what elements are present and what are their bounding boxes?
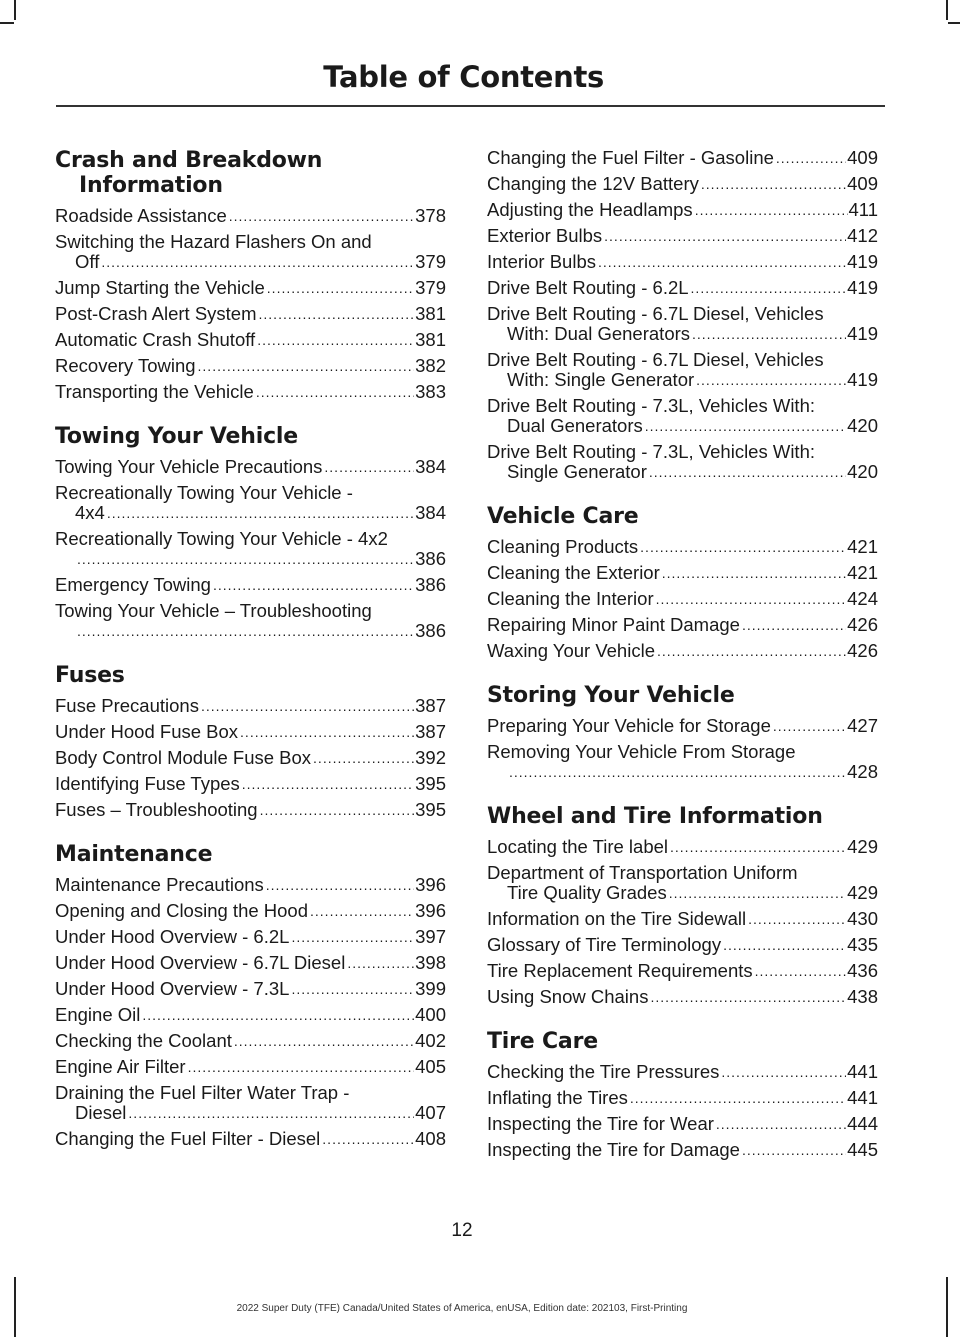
toc-entry[interactable]	[55, 356, 446, 376]
toc-entry-title: Roadside Assistance	[55, 205, 227, 226]
toc-entry-page: 429	[847, 882, 878, 903]
dot-leader	[259, 306, 415, 322]
toc-entry-title: Checking the Tire Pressures	[487, 1061, 720, 1082]
toc-entry-title: Exterior Bulbs	[487, 225, 603, 246]
toc-entry[interactable]	[487, 174, 878, 194]
toc-entry-page: 384	[415, 502, 446, 523]
toc-entry[interactable]	[487, 396, 878, 436]
toc-entry-title-continued: Single Generator	[507, 461, 647, 482]
dot-leader	[755, 963, 847, 979]
toc-entry-title: Drive Belt Routing - 7.3L, Vehicles With:	[487, 395, 816, 416]
toc-entry-title: Changing the Fuel Filter - Gasoline	[487, 147, 774, 168]
toc-section	[55, 148, 446, 402]
toc-entry[interactable]	[487, 350, 878, 390]
dot-leader	[662, 565, 846, 581]
toc-entry-title: Checking the Coolant	[55, 1030, 232, 1051]
toc-entry-page: 441	[847, 1087, 878, 1108]
dot-leader	[776, 150, 846, 166]
page-title: Table of Contents	[323, 60, 604, 94]
toc-entry[interactable]	[487, 863, 878, 903]
dot-leader	[313, 750, 414, 766]
toc-entry-title: Information on the Tire Sidewall	[487, 908, 747, 929]
toc-entry-title: Recreationally Towing Your Vehicle - 4x2	[55, 528, 388, 549]
toc-entry[interactable]	[55, 483, 446, 523]
toc-entry-page: 396	[415, 900, 446, 921]
dot-leader	[695, 202, 848, 218]
toc-entry-title: Opening and Closing the Hood	[55, 900, 309, 921]
toc-entry-page: 397	[415, 926, 446, 947]
toc-entry-page: 398	[415, 952, 446, 973]
toc-entry[interactable]	[487, 909, 878, 929]
dot-leader	[691, 280, 847, 296]
dot-leader	[322, 1131, 414, 1147]
toc-entry[interactable]	[487, 226, 878, 246]
dot-leader	[630, 1090, 846, 1106]
dot-leader	[256, 384, 414, 400]
toc-entry[interactable]	[55, 1005, 446, 1025]
toc-entry[interactable]	[487, 1114, 878, 1134]
toc-entry-title-continued: With: Single Generator	[507, 369, 695, 390]
toc-entry-title: Fuse Precautions	[55, 695, 199, 716]
toc-entry-title-continued: Diesel	[75, 1102, 127, 1123]
dot-leader	[598, 254, 846, 270]
toc-section	[487, 1029, 878, 1160]
toc-entry[interactable]	[55, 278, 446, 298]
toc-entry-title: Cleaning Products	[487, 536, 639, 557]
toc-entry[interactable]	[487, 278, 878, 298]
toc-entry-page: 399	[415, 978, 446, 999]
dot-leader	[656, 591, 847, 607]
toc-entry-title-continued: Dual Generators	[507, 415, 643, 436]
toc-entry-page: 420	[847, 461, 878, 482]
toc-entry-page: 429	[847, 836, 878, 857]
section-heading: Storing Your Vehicle	[487, 683, 735, 708]
toc-section	[55, 842, 446, 1149]
toc-entry[interactable]	[487, 1088, 878, 1108]
toc-entry-page: 381	[415, 329, 446, 350]
toc-section	[487, 804, 878, 1007]
toc-entry[interactable]	[55, 953, 446, 973]
toc-entry-page: 379	[415, 251, 446, 272]
toc-entry-title: Draining the Fuel Filter Water Trap -	[55, 1082, 350, 1103]
toc-section	[55, 424, 446, 641]
dot-leader	[260, 802, 415, 818]
toc-entry[interactable]	[55, 1083, 446, 1123]
dot-leader	[640, 539, 846, 555]
toc-entry-page: 441	[847, 1061, 878, 1082]
dot-leader	[201, 698, 414, 714]
page-number: 12	[451, 1220, 473, 1241]
toc-entry[interactable]	[55, 529, 446, 569]
toc-section	[487, 504, 878, 661]
dot-leader	[310, 903, 414, 919]
toc-entry[interactable]	[55, 304, 446, 324]
toc-entry[interactable]	[55, 800, 446, 820]
toc-entry-title: Under Hood Fuse Box	[55, 721, 239, 742]
dot-leader	[229, 208, 414, 224]
toc-entry-page: 405	[415, 1056, 446, 1077]
toc-entry-page: 427	[847, 715, 878, 736]
toc-entry-title-continued: 4x4	[75, 502, 105, 523]
toc-entry-title: Under Hood Overview - 7.3L	[55, 978, 290, 999]
toc-entry-page: 445	[847, 1139, 878, 1160]
toc-entry-title: Towing Your Vehicle – Troubleshooting	[55, 600, 372, 621]
toc-entry-title: Maintenance Precautions	[55, 874, 264, 895]
toc-entry-page: 419	[847, 277, 878, 298]
toc-entry-title: Body Control Module Fuse Box	[55, 747, 312, 768]
toc-entry-page: 387	[415, 721, 446, 742]
dot-leader	[650, 989, 846, 1005]
toc-entry-title: Emergency Towing	[55, 574, 211, 595]
toc-left-column	[55, 148, 446, 1171]
toc-entry-title: Drive Belt Routing - 6.7L Diesel, Vehicles	[487, 303, 824, 324]
toc-entry-title: Locating the Tire label	[487, 836, 669, 857]
dot-leader	[291, 929, 414, 945]
dot-leader	[242, 776, 414, 792]
crop-mark	[14, 0, 16, 20]
toc-entry-page: 409	[847, 147, 878, 168]
dot-leader	[649, 464, 846, 480]
crop-mark	[946, 0, 948, 20]
section-heading: Maintenance	[55, 842, 213, 867]
toc-entry[interactable]	[55, 1057, 446, 1077]
toc-entry-title: Under Hood Overview - 6.2L	[55, 926, 290, 947]
toc-entry-page: 426	[847, 614, 878, 635]
section-heading: Wheel and Tire Information	[487, 804, 823, 829]
dot-leader	[213, 577, 414, 593]
toc-entry[interactable]	[55, 330, 446, 350]
toc-right-column	[487, 148, 878, 1182]
toc-entry[interactable]	[55, 748, 446, 768]
toc-entry-title: Towing Your Vehicle Precautions	[55, 456, 323, 477]
toc-entry-title: Removing Your Vehicle From Storage	[487, 741, 796, 762]
toc-entry-page: 386	[415, 548, 446, 569]
toc-entry[interactable]	[487, 716, 878, 736]
dot-leader	[701, 176, 846, 192]
toc-entry[interactable]	[55, 696, 446, 716]
toc-entry-page: 408	[415, 1128, 446, 1149]
dot-leader	[696, 372, 846, 388]
toc-entry-page: 421	[847, 536, 878, 557]
footer-edition-info: 2022 Super Duty (TFE) Canada/United States of America, enUSA, Edition date: 202103, First-Printing	[236, 1303, 688, 1314]
toc-entry-title: Preparing Your Vehicle for Storage	[487, 715, 771, 736]
toc-entry-title: Inspecting the Tire for Damage	[487, 1139, 740, 1160]
toc-entry-page: 424	[847, 588, 878, 609]
toc-entry-page: 444	[847, 1113, 878, 1134]
toc-entry[interactable]	[55, 575, 446, 595]
toc-entry-page: 435	[847, 934, 878, 955]
dot-leader	[657, 643, 846, 659]
toc-entry[interactable]	[487, 961, 878, 981]
toc-entry[interactable]	[55, 1129, 446, 1149]
toc-entry-title: Inspecting the Tire for Wear	[487, 1113, 714, 1134]
toc-entry[interactable]	[55, 979, 446, 999]
dot-leader	[723, 937, 846, 953]
toc-entry-title: Changing the 12V Battery	[487, 173, 699, 194]
dot-leader	[234, 1033, 414, 1049]
toc-entry[interactable]	[55, 875, 446, 895]
toc-entry-page: 386	[415, 574, 446, 595]
toc-entry-title: Recreationally Towing Your Vehicle -	[55, 482, 353, 503]
toc-entry-page: 381	[415, 303, 446, 324]
dot-leader	[716, 1116, 846, 1132]
dot-leader	[240, 724, 414, 740]
toc-entry-title-continued: Tire Quality Grades	[507, 882, 667, 903]
dot-leader	[692, 326, 846, 342]
dot-leader	[748, 911, 846, 927]
toc-entry-page: 395	[415, 799, 446, 820]
toc-entry[interactable]	[55, 232, 446, 272]
dot-leader	[742, 617, 846, 633]
toc-entry-title-continued: Off	[75, 251, 100, 272]
dot-leader	[77, 551, 414, 567]
dot-leader	[291, 981, 414, 997]
toc-entry-title: Transporting the Vehicle	[55, 381, 254, 402]
dot-leader	[721, 1064, 846, 1080]
toc-entry-page: 436	[847, 960, 878, 981]
dot-leader	[142, 1007, 414, 1023]
toc-entry[interactable]	[487, 537, 878, 557]
toc-entry-title: Post-Crash Alert System	[55, 303, 257, 324]
section-heading: Towing Your Vehicle	[55, 424, 298, 449]
toc-entry-page: 412	[847, 225, 878, 246]
toc-entry[interactable]	[55, 927, 446, 947]
toc-entry-page: 420	[847, 415, 878, 436]
dot-leader	[188, 1059, 415, 1075]
dot-leader	[101, 254, 414, 270]
section-heading: Fuses	[55, 663, 125, 688]
toc-entry-title: Interior Bulbs	[487, 251, 596, 272]
dot-leader	[509, 764, 846, 780]
toc-entry-page: 383	[415, 381, 446, 402]
toc-entry-title: Automatic Crash Shutoff	[55, 329, 256, 350]
dot-leader	[107, 505, 414, 521]
toc-entry-page: 409	[847, 173, 878, 194]
toc-entry-title: Department of Transportation Uniform	[487, 862, 798, 883]
crop-mark	[0, 22, 14, 24]
dot-leader	[77, 623, 414, 639]
toc-entry[interactable]	[487, 742, 878, 782]
toc-entry[interactable]	[55, 382, 446, 402]
toc-section	[487, 683, 878, 782]
dot-leader	[128, 1105, 414, 1121]
dot-leader	[669, 885, 846, 901]
toc-entry-title: Adjusting the Headlamps	[487, 199, 693, 220]
dot-leader	[773, 718, 846, 734]
toc-entry-page: 384	[415, 456, 446, 477]
toc-entry-page: 428	[847, 761, 878, 782]
toc-entry[interactable]	[487, 935, 878, 955]
toc-entry-title: Using Snow Chains	[487, 986, 649, 1007]
toc-entry[interactable]	[55, 601, 446, 641]
toc-entry[interactable]	[487, 837, 878, 857]
toc-entry-title: Tire Replacement Requirements	[487, 960, 753, 981]
toc-entry[interactable]	[487, 563, 878, 583]
toc-entry-page: 392	[415, 747, 446, 768]
toc-entry-page: 419	[847, 251, 878, 272]
toc-entry-title: Drive Belt Routing - 6.7L Diesel, Vehicles	[487, 349, 824, 370]
toc-entry-page: 378	[415, 205, 446, 226]
toc-entry[interactable]	[487, 1062, 878, 1082]
toc-entry[interactable]	[55, 1031, 446, 1051]
toc-entry-page: 438	[847, 986, 878, 1007]
dot-leader	[645, 418, 846, 434]
toc-entry-title: Waxing Your Vehicle	[487, 640, 655, 661]
section-heading: Crash and Breakdown Information	[55, 148, 323, 198]
dot-leader	[198, 358, 415, 374]
toc-entry[interactable]	[487, 252, 878, 272]
toc-entry-title: Switching the Hazard Flashers On and	[55, 231, 372, 252]
toc-entry-page: 396	[415, 874, 446, 895]
toc-entry[interactable]	[55, 774, 446, 794]
toc-entry[interactable]	[55, 722, 446, 742]
toc-entry-title: Inflating the Tires	[487, 1087, 628, 1108]
toc-section	[55, 663, 446, 820]
toc-entry[interactable]	[487, 1140, 878, 1160]
toc-entry-title: Repairing Minor Paint Damage	[487, 614, 740, 635]
toc-entry-title: Engine Oil	[55, 1004, 141, 1025]
toc-entry-page: 419	[847, 323, 878, 344]
toc-entry[interactable]	[487, 148, 878, 168]
toc-entry[interactable]	[487, 442, 878, 482]
dot-leader	[670, 839, 846, 855]
toc-entry[interactable]	[487, 615, 878, 635]
dot-leader	[604, 228, 846, 244]
dot-leader	[267, 280, 414, 296]
dot-leader	[257, 332, 414, 348]
toc-section	[487, 148, 878, 482]
toc-entry-title: Engine Air Filter	[55, 1056, 186, 1077]
toc-entry-title: Jump Starting the Vehicle	[55, 277, 265, 298]
toc-entry-page: 379	[415, 277, 446, 298]
toc-entry[interactable]	[487, 200, 878, 220]
toc-entry-title: Drive Belt Routing - 7.3L, Vehicles With:	[487, 441, 816, 462]
crop-mark	[948, 22, 960, 24]
toc-entry-title: Glossary of Tire Terminology	[487, 934, 722, 955]
toc-entry[interactable]	[55, 457, 446, 477]
toc-entry[interactable]	[487, 641, 878, 661]
dot-leader	[324, 459, 414, 475]
toc-entry-page: 382	[415, 355, 446, 376]
toc-entry-page: 411	[848, 199, 878, 220]
toc-entry-title: Cleaning the Interior	[487, 588, 654, 609]
section-heading: Vehicle Care	[487, 504, 639, 529]
dot-leader	[266, 877, 414, 893]
toc-entry-page: 386	[415, 620, 446, 641]
toc-entry-title: Changing the Fuel Filter - Diesel	[55, 1128, 321, 1149]
toc-entry-page: 421	[847, 562, 878, 583]
toc-entry-title: Fuses – Troubleshooting	[55, 799, 258, 820]
toc-entry-page: 419	[847, 369, 878, 390]
crop-mark	[946, 1277, 948, 1337]
toc-entry-title: Recovery Towing	[55, 355, 196, 376]
toc-entry-title: Identifying Fuse Types	[55, 773, 240, 794]
section-heading: Tire Care	[487, 1029, 598, 1054]
toc-entry-page: 430	[847, 908, 878, 929]
toc-entry-page: 402	[415, 1030, 446, 1051]
toc-entry-title: Cleaning the Exterior	[487, 562, 660, 583]
toc-entry[interactable]	[55, 901, 446, 921]
toc-entry[interactable]	[487, 987, 878, 1007]
toc-entry-page: 400	[415, 1004, 446, 1025]
toc-entry[interactable]	[487, 304, 878, 344]
dot-leader	[742, 1142, 846, 1158]
header-divider	[56, 105, 885, 107]
dot-leader	[347, 955, 414, 971]
toc-entry-page: 387	[415, 695, 446, 716]
toc-entry-title: Under Hood Overview - 6.7L Diesel	[55, 952, 346, 973]
toc-entry-page: 426	[847, 640, 878, 661]
toc-entry[interactable]	[55, 206, 446, 226]
toc-entry-page: 395	[415, 773, 446, 794]
toc-entry-title-continued: With: Dual Generators	[507, 323, 691, 344]
toc-entry-page: 407	[415, 1102, 446, 1123]
toc-entry-title: Drive Belt Routing - 6.2L	[487, 277, 689, 298]
toc-entry[interactable]	[487, 589, 878, 609]
